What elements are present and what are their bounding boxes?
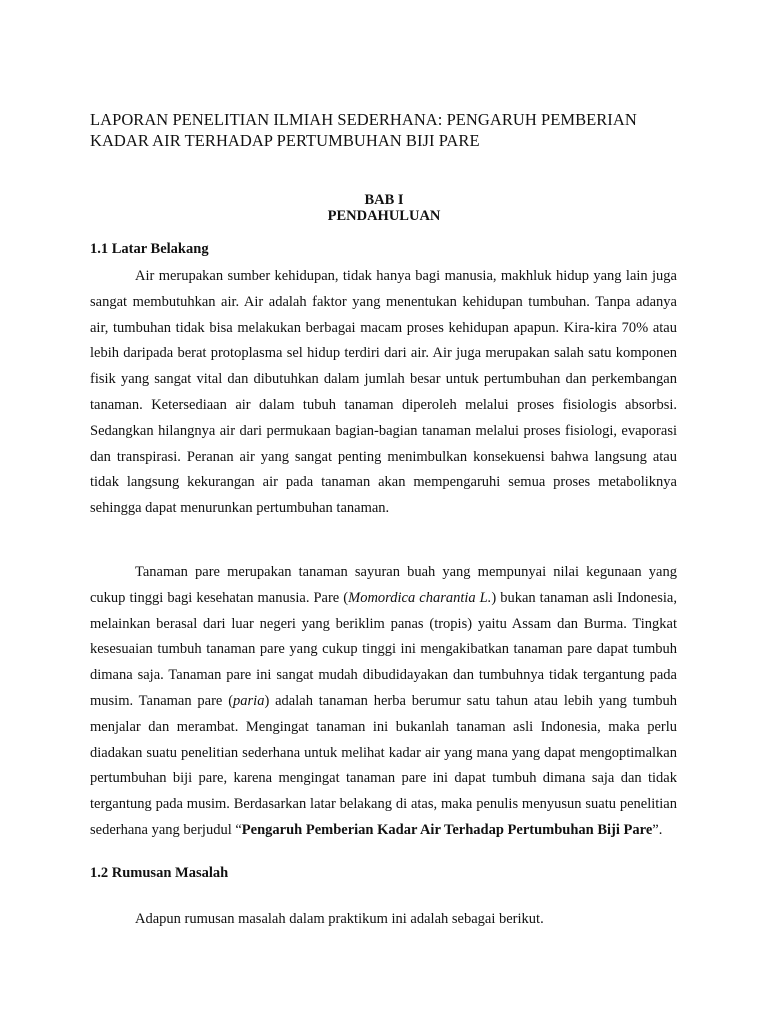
paragraph-rumusan: Adapun rumusan masalah dalam praktikum ini adalah sebagai berikut. <box>135 911 544 927</box>
species-name: Momordica charantia L. <box>348 589 492 606</box>
chapter-number: BAB I <box>364 192 404 208</box>
document-title: LAPORAN PENELITIAN ILMIAH SEDERHANA: PENGARUH PEMBERIAN KADAR AIR TERHADAP PERTUMBUHAN BIJI PARE <box>90 110 637 150</box>
research-title: Pengaruh Pemberian Kadar Air Terhadap Pertumbuhan Biji Pare <box>241 821 653 838</box>
chapter-name: PENDAHULUAN <box>327 208 441 224</box>
local-name: paria <box>233 692 265 709</box>
paragraph-text: ) bukan tanaman asli Indonesia, melainkan berasal dari luar negeri yang beriklim panas (tropis) yaitu Assam dan Burma. Tingkat kesesuaian tumbuh tanaman pare yang cukup tinggi ini mengakibatkan tanaman pare dapat tumbuh dimana saja. Tanaman pare ini sangat mudah dibudidayakan dan tumbuhnya tidak tergantung pada musim. Tanaman pare ( <box>90 589 677 709</box>
section-heading-latar-belakang: 1.1 Latar Belakang <box>90 241 209 257</box>
paragraph-text: Tanaman pare merupakan tanaman sayuran buah yang mempunyai nilai kegunaan yang cukup tinggi bagi kesehatan manusia. Pare ( <box>90 564 677 606</box>
paragraph-air: Air merupakan sumber kehidupan, tidak hanya bagi manusia, makhluk hidup yang lain juga sangat membutuhkan air. Air adalah faktor yang menentukan kehidupan tumbuhan. Tanpa adanya air, tumbuhan tidak bisa melakukan berbagai macam proses kehidupan apapun. Kira-kira 70% atau lebih daripada berat protoplasma sel hidup terdiri dari air. Air juga merupakan salah satu komponen fisik yang sangat vital dan dibutuhkan dalam jumlah besar untuk pertumbuhan dan perkembangan tanaman. Ketersediaan air dalam tubuh tanaman diperoleh melalui proses fisiologis absorbsi. Sedangkan hilangnya air dari permukaan bagian-bagian tanaman melalui proses fisiologi, evaporasi dan transpirasi. Peranan air yang sangat penting menimbulkan konsekuensi bahwa langsung atau tidak langsung kekurangan air pada tanaman akan mempengaruhi semua proses metaboliknya sehingga dapat menurunkan pertumbuhan tanaman. <box>90 268 677 517</box>
paragraph-text: ) adalah tanaman herba berumur satu tahun atau lebih yang tumbuh menjalar dan merambat. Mengingat tanaman ini bukanlah tanaman asli Indonesia, maka perlu diadakan suatu penelitian sederhana untuk melihat kadar air yang mana yang dapat mengoptimalkan pertumbuhan biji pare, karena mengingat tanaman pare ini dapat tumbuh dimana saja dan tidak tergantung pada musim. Berdasarkan latar belakang di atas, maka penulis menyusun suatu penelitian sederhana yang berjudul “ <box>90 692 677 838</box>
paragraph-text: ”. <box>652 821 663 838</box>
section-heading-rumusan-masalah: 1.2 Rumusan Masalah <box>90 865 229 881</box>
paragraph-tanaman-pare <box>90 560 677 844</box>
